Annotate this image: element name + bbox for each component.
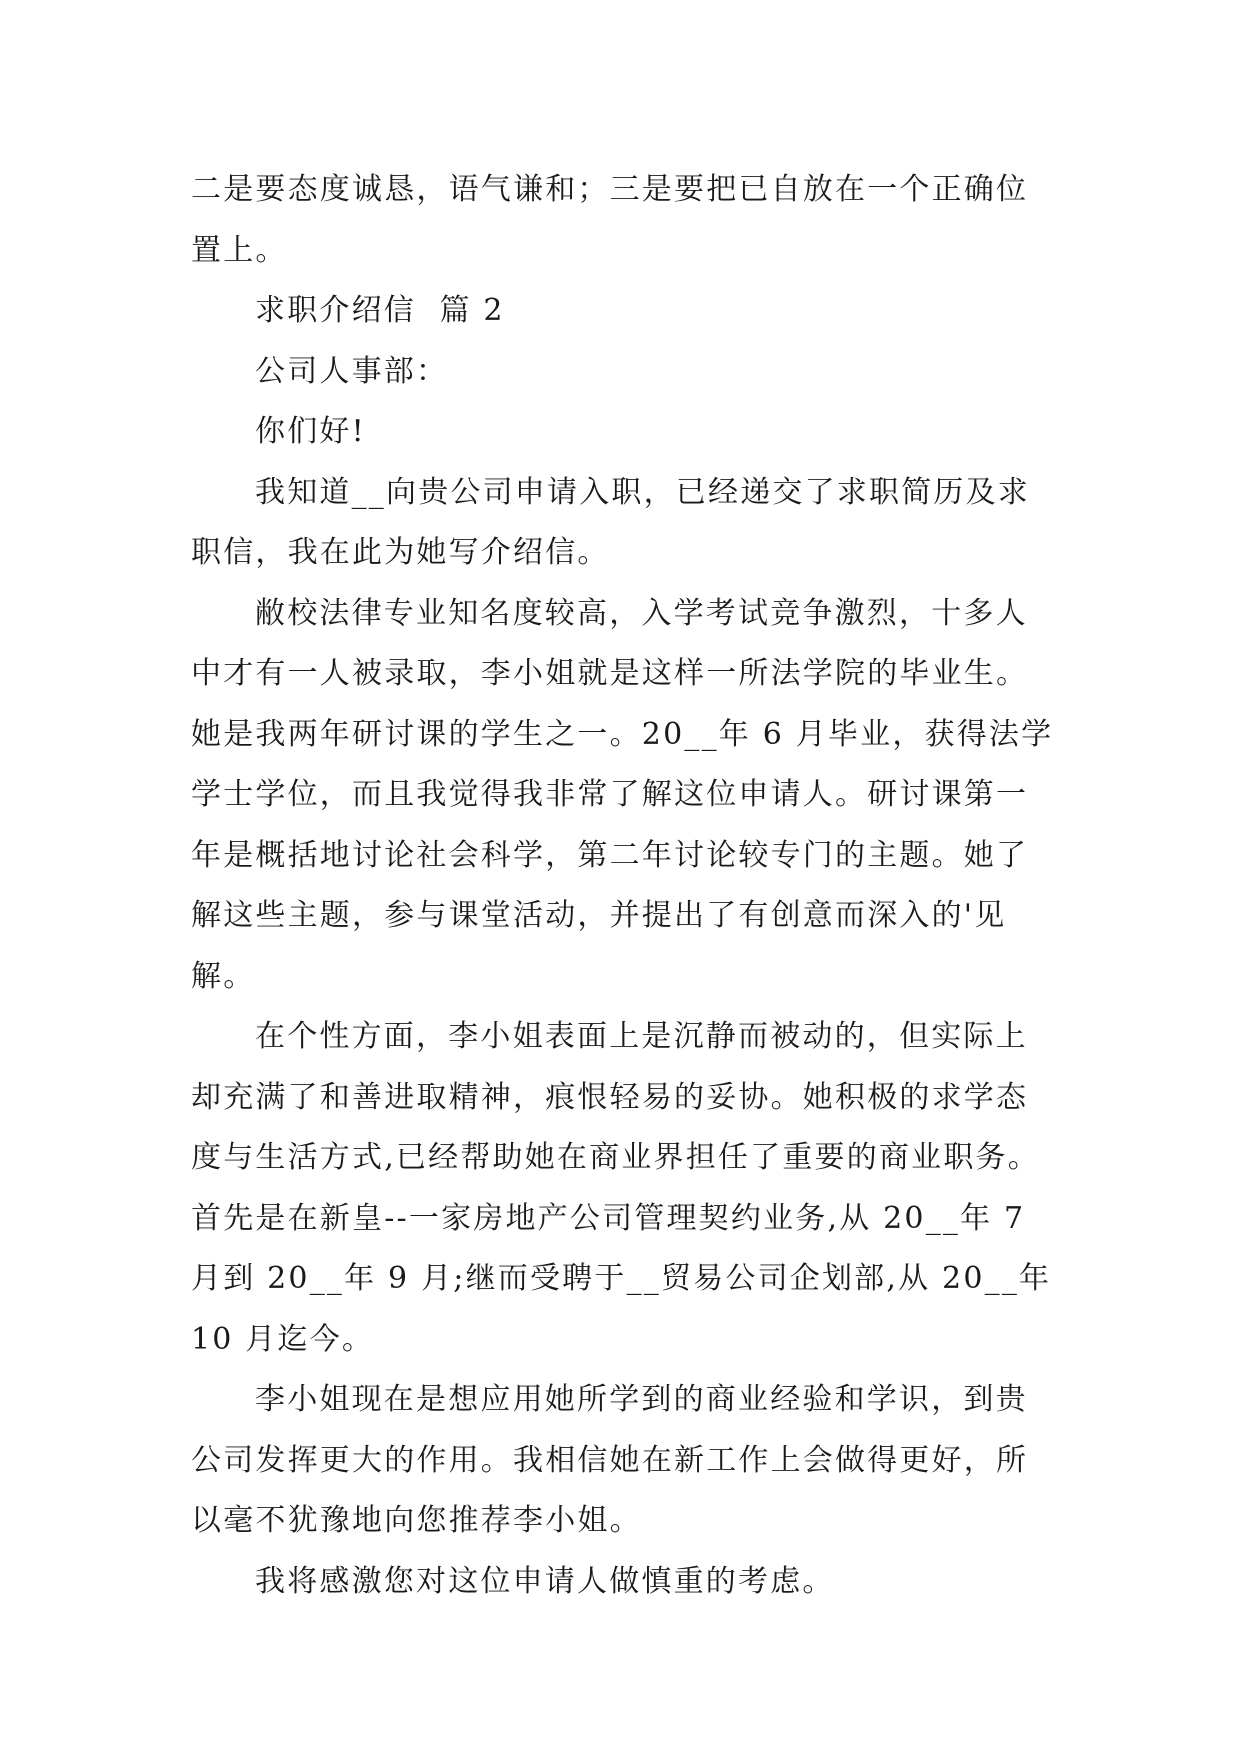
text-line: 李小姐现在是想应用她所学到的商业经验和学识，到贵 bbox=[255, 1382, 1028, 1417]
salutation-recipient: 公司人事部： bbox=[255, 353, 449, 389]
text-line: 学士学位，而且我觉得我非常了解这位申请人。研讨课第一 bbox=[191, 777, 1029, 812]
text-line: 以毫不犹豫地向您推荐李小姐。 bbox=[191, 1503, 642, 1538]
text-line: 中才有一人被录取，李小姐就是这样一所法学院的毕业生。 bbox=[191, 656, 1029, 691]
text-line: 首先是在新皇--一家房地产公司管理契约业务,从 20__年 7 bbox=[191, 1200, 1026, 1236]
text-line: 10 月迄今。 bbox=[191, 1321, 375, 1357]
text-line: 置上。 bbox=[191, 232, 288, 268]
closing-line: 我将感激您对这位申请人做慎重的考虑。 bbox=[255, 1563, 835, 1599]
section-heading: 求职介绍信 篇 2 bbox=[255, 293, 505, 328]
text-line: 敝校法律专业知名度较高，入学考试竞争激烈，十多人 bbox=[255, 595, 1028, 631]
text-line: 二是要态度诚恳，语气谦和；三是要把已自放在一个正确位 bbox=[191, 172, 1029, 207]
text-line: 年是概括地讨论社会科学，第二年讨论较专门的主题。她了 bbox=[191, 837, 1029, 873]
text-line: 职信，我在此为她写介绍信。 bbox=[191, 535, 610, 570]
text-line: 度与生活方式,已经帮助她在商业界担任了重要的商业职务。 bbox=[191, 1140, 1040, 1175]
letter-body bbox=[191, 160, 1071, 1612]
text-line: 我知道__向贵公司申请入职，已经递交了求职简历及求 bbox=[255, 474, 1030, 510]
greeting: 你们好! bbox=[255, 414, 366, 449]
text-line: 解。 bbox=[191, 958, 256, 994]
text-line: 解这些主题，参与课堂活动，并提出了有创意而深入的'见 bbox=[191, 898, 1007, 933]
text-line: 在个性方面，李小姐表面上是沉静而被动的，但实际上 bbox=[255, 1019, 1028, 1054]
text-line: 月到 20__年 9 月;继而受聘于__贸易公司企划部,从 20__年 bbox=[191, 1261, 1052, 1296]
text-line: 公司发挥更大的作用。我相信她在新工作上会做得更好，所 bbox=[191, 1442, 1029, 1478]
text-line: 她是我两年研讨课的学生之一。20__年 6 月毕业，获得法学 bbox=[191, 716, 1054, 752]
text-line: 却充满了和善进取精神，痕恨轻易的妥协。她积极的求学态 bbox=[191, 1079, 1029, 1115]
